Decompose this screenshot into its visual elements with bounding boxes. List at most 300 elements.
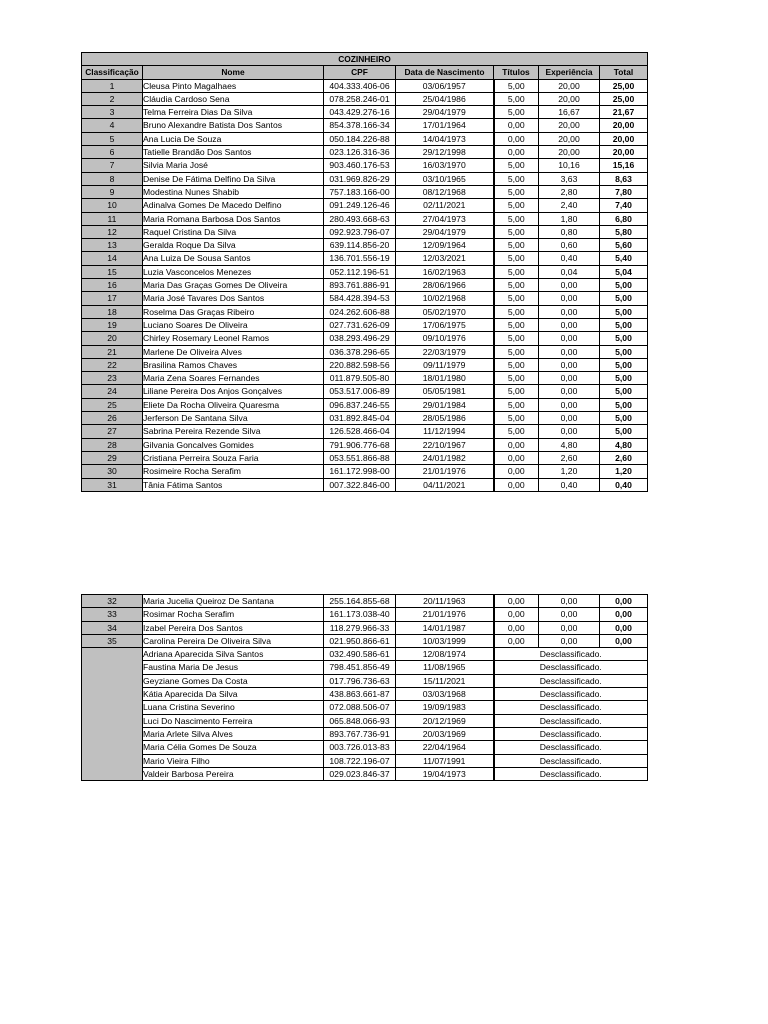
cell-experiencia: 0,00	[539, 425, 600, 438]
table-row	[82, 451, 648, 464]
cell-total: 5,00	[600, 425, 648, 438]
cell-nome: Telma Ferreira Dias Da Silva	[143, 106, 324, 119]
cell-nascimento: 29/04/1979	[396, 225, 494, 238]
cell-nascimento: 14/01/1987	[396, 621, 494, 634]
cell-status: Desclassificado.	[494, 741, 648, 754]
cell-classificacao: 9	[82, 185, 143, 198]
table-title: COZINHEIRO	[82, 53, 648, 66]
cell-nome: Izabel Pereira Dos Santos	[143, 621, 324, 634]
cell-nascimento: 10/02/1968	[396, 292, 494, 305]
cell-experiencia: 2,60	[539, 451, 600, 464]
cell-nascimento: 20/11/1963	[396, 595, 494, 608]
cell-nascimento: 18/01/1980	[396, 372, 494, 385]
cell-nascimento: 03/10/1965	[396, 172, 494, 185]
table-row	[82, 425, 648, 438]
cell-nome: Luana Cristina Severino	[143, 701, 324, 714]
cell-titulos: 5,00	[494, 292, 539, 305]
header-experiencia: Experiência	[539, 66, 600, 79]
cell-classificacao: 34	[82, 621, 143, 634]
table-row	[82, 146, 648, 159]
cell-cpf: 280.493.668-63	[324, 212, 396, 225]
cell-total: 15,16	[600, 159, 648, 172]
cell-classificacao: 21	[82, 345, 143, 358]
cell-total: 5,04	[600, 265, 648, 278]
cell-nascimento: 12/09/1964	[396, 239, 494, 252]
cell-total: 20,00	[600, 119, 648, 132]
cell-nascimento: 11/12/1994	[396, 425, 494, 438]
table-row	[82, 608, 648, 621]
cell-titulos: 5,00	[494, 265, 539, 278]
cell-cpf: 072.088.506-07	[324, 701, 396, 714]
cell-nome: Mario Vieira Filho	[143, 754, 324, 767]
cell-experiencia: 0,00	[539, 292, 600, 305]
cell-titulos: 5,00	[494, 279, 539, 292]
cell-classificacao: 1	[82, 79, 143, 92]
cell-titulos: 5,00	[494, 239, 539, 252]
cell-total: 5,80	[600, 225, 648, 238]
cell-nascimento: 09/10/1976	[396, 332, 494, 345]
cell-cpf: 854.378.166-34	[324, 119, 396, 132]
table-row	[82, 92, 648, 105]
cell-cpf: 017.796.736-63	[324, 674, 396, 687]
cell-cpf: 161.172.998-00	[324, 465, 396, 478]
cell-status: Desclassificado.	[494, 648, 648, 661]
cell-cpf: 893.767.736-91	[324, 727, 396, 740]
cell-cpf: 126.528.466-04	[324, 425, 396, 438]
table-row-disqualified	[82, 727, 648, 740]
header-nome: Nome	[143, 66, 324, 79]
cell-cpf: 798.451.856-49	[324, 661, 396, 674]
cell-cpf: 053.517.006-89	[324, 385, 396, 398]
cell-total: 25,00	[600, 79, 648, 92]
cell-classificacao: 14	[82, 252, 143, 265]
cell-nome: Modestina Nunes Shabib	[143, 185, 324, 198]
header-row	[82, 66, 648, 79]
cell-total: 5,60	[600, 239, 648, 252]
header-nascimento: Data de Nascimento	[396, 66, 494, 79]
cell-titulos: 5,00	[494, 172, 539, 185]
cell-status: Desclassificado.	[494, 661, 648, 674]
header-classificacao: Classificação	[82, 66, 143, 79]
cell-nome: Eliete Da Rocha Oliveira Quaresma	[143, 398, 324, 411]
cell-cpf: 024.262.606-88	[324, 305, 396, 318]
cell-nome: Maria Célia Gomes De Souza	[143, 741, 324, 754]
table-row	[82, 252, 648, 265]
cell-titulos: 5,00	[494, 385, 539, 398]
title-row	[82, 53, 648, 66]
cell-classificacao: 31	[82, 478, 143, 491]
cell-cpf: 096.837.246-55	[324, 398, 396, 411]
cell-experiencia: 0,80	[539, 225, 600, 238]
cell-cpf: 031.969.826-29	[324, 172, 396, 185]
cell-nome: Maria José Tavares Dos Santos	[143, 292, 324, 305]
table-row-disqualified	[82, 648, 648, 661]
table-row	[82, 172, 648, 185]
cell-nascimento: 16/02/1963	[396, 265, 494, 278]
cell-classificacao: 24	[82, 385, 143, 398]
cell-nascimento: 29/12/1998	[396, 146, 494, 159]
cell-classificacao: 10	[82, 199, 143, 212]
cell-total: 5,00	[600, 412, 648, 425]
cell-total: 0,40	[600, 478, 648, 491]
cell-nascimento: 12/03/2021	[396, 252, 494, 265]
cell-cpf: 023.126.316-36	[324, 146, 396, 159]
cell-nome: Ana Lucia De Souza	[143, 132, 324, 145]
cell-nascimento: 27/04/1973	[396, 212, 494, 225]
cell-titulos: 0,00	[494, 478, 539, 491]
cell-experiencia: 1,80	[539, 212, 600, 225]
cell-titulos: 0,00	[494, 451, 539, 464]
cell-experiencia: 16,67	[539, 106, 600, 119]
cell-nascimento: 19/09/1983	[396, 701, 494, 714]
cell-titulos: 5,00	[494, 79, 539, 92]
cell-cpf: 161.173.038-40	[324, 608, 396, 621]
cell-total: 5,00	[600, 372, 648, 385]
cell-classificacao: 28	[82, 438, 143, 451]
table-row	[82, 199, 648, 212]
cell-classificacao: 18	[82, 305, 143, 318]
cell-nome: Adinalva Gomes De Macedo Delfino	[143, 199, 324, 212]
cell-titulos: 5,00	[494, 185, 539, 198]
cell-experiencia: 1,20	[539, 465, 600, 478]
cell-cpf: 893.761.886-91	[324, 279, 396, 292]
table-row	[82, 372, 648, 385]
table-row-disqualified	[82, 701, 648, 714]
cell-experiencia: 0,00	[539, 608, 600, 621]
table-row	[82, 119, 648, 132]
cell-nome: Luci Do Nascimento Ferreira	[143, 714, 324, 727]
table-row-disqualified	[82, 661, 648, 674]
cell-titulos: 0,00	[494, 146, 539, 159]
table-row-disqualified	[82, 741, 648, 754]
cell-classificacao: 26	[82, 412, 143, 425]
cell-titulos: 5,00	[494, 398, 539, 411]
cell-experiencia: 10,16	[539, 159, 600, 172]
cell-nascimento: 22/04/1964	[396, 741, 494, 754]
table-row	[82, 634, 648, 647]
cell-nascimento: 11/08/1965	[396, 661, 494, 674]
cell-nascimento: 03/03/1968	[396, 688, 494, 701]
cell-experiencia: 0,40	[539, 252, 600, 265]
table-row	[82, 318, 648, 331]
cell-nascimento: 08/12/1968	[396, 185, 494, 198]
table-row	[82, 265, 648, 278]
cell-nome: Tânia Fátima Santos	[143, 478, 324, 491]
cell-nascimento: 05/02/1970	[396, 305, 494, 318]
cell-experiencia: 0,00	[539, 332, 600, 345]
cell-total: 5,00	[600, 385, 648, 398]
cell-cpf: 903.460.176-53	[324, 159, 396, 172]
cell-titulos: 5,00	[494, 412, 539, 425]
cell-cpf: 038.293.496-29	[324, 332, 396, 345]
cell-cpf: 639.114.856-20	[324, 239, 396, 252]
cell-total: 5,00	[600, 345, 648, 358]
table-row	[82, 159, 648, 172]
cell-experiencia: 3,63	[539, 172, 600, 185]
cell-classificacao: 4	[82, 119, 143, 132]
table-row	[82, 132, 648, 145]
cell-cpf: 031.892.845-04	[324, 412, 396, 425]
cell-classificacao: 29	[82, 451, 143, 464]
cell-experiencia: 0,04	[539, 265, 600, 278]
table-row	[82, 478, 648, 491]
cell-total: 21,67	[600, 106, 648, 119]
table-row	[82, 621, 648, 634]
cell-cpf: 118.279.966-33	[324, 621, 396, 634]
cell-nascimento: 24/01/1982	[396, 451, 494, 464]
cell-classificacao: 16	[82, 279, 143, 292]
cell-nome: Cristiana Perreira Souza Faria	[143, 451, 324, 464]
ranking-table	[81, 52, 648, 492]
cell-nome: Cláudia Cardoso Sena	[143, 92, 324, 105]
cell-classificacao: 8	[82, 172, 143, 185]
cell-experiencia: 0,00	[539, 621, 600, 634]
cell-classificacao: 3	[82, 106, 143, 119]
cell-cpf: 438.863.661-87	[324, 688, 396, 701]
cell-titulos: 0,00	[494, 438, 539, 451]
cell-total: 5,00	[600, 358, 648, 371]
classificacao-blank-cell	[82, 648, 143, 781]
table-row	[82, 279, 648, 292]
cell-experiencia: 2,80	[539, 185, 600, 198]
cell-cpf: 011.879.505-80	[324, 372, 396, 385]
cell-nascimento: 05/05/1981	[396, 385, 494, 398]
cell-total: 0,00	[600, 595, 648, 608]
table-row-disqualified	[82, 767, 648, 780]
cell-classificacao: 32	[82, 595, 143, 608]
cell-cpf: 027.731.626-09	[324, 318, 396, 331]
cell-nascimento: 19/04/1973	[396, 767, 494, 780]
cell-nome: Cleusa Pinto Magalhaes	[143, 79, 324, 92]
cell-total: 5,00	[600, 398, 648, 411]
table-row-disqualified	[82, 754, 648, 767]
cell-experiencia: 0,00	[539, 412, 600, 425]
cell-total: 8,63	[600, 172, 648, 185]
cell-nome: Rosimeire Rocha Serafim	[143, 465, 324, 478]
cell-classificacao: 35	[82, 634, 143, 647]
cell-titulos: 5,00	[494, 318, 539, 331]
cell-total: 20,00	[600, 146, 648, 159]
table-row	[82, 305, 648, 318]
cell-status: Desclassificado.	[494, 688, 648, 701]
cell-titulos: 5,00	[494, 252, 539, 265]
cell-classificacao: 7	[82, 159, 143, 172]
cell-experiencia: 4,80	[539, 438, 600, 451]
cell-total: 2,60	[600, 451, 648, 464]
table-row	[82, 332, 648, 345]
table-row	[82, 185, 648, 198]
cell-total: 7,80	[600, 185, 648, 198]
table-row	[82, 345, 648, 358]
cell-titulos: 5,00	[494, 159, 539, 172]
cell-titulos: 0,00	[494, 119, 539, 132]
cell-experiencia: 0,00	[539, 279, 600, 292]
cell-nascimento: 16/03/1970	[396, 159, 494, 172]
cell-cpf: 053.551.866-88	[324, 451, 396, 464]
cell-nome: Maria Jucelia Queiroz De Santana	[143, 595, 324, 608]
cell-nome: Marlene De Oliveira Alves	[143, 345, 324, 358]
cell-total: 4,80	[600, 438, 648, 451]
cell-status: Desclassificado.	[494, 714, 648, 727]
cell-nome: Silvia Maria José	[143, 159, 324, 172]
table-row	[82, 385, 648, 398]
cell-total: 6,80	[600, 212, 648, 225]
cell-titulos: 0,00	[494, 465, 539, 478]
cell-nascimento: 22/03/1979	[396, 345, 494, 358]
cell-nome: Tatielle Brandão Dos Santos	[143, 146, 324, 159]
cell-nascimento: 09/11/1979	[396, 358, 494, 371]
cell-titulos: 5,00	[494, 305, 539, 318]
cell-experiencia: 20,00	[539, 146, 600, 159]
cell-experiencia: 20,00	[539, 132, 600, 145]
cell-nome: Gilvania Goncalves Gomides	[143, 438, 324, 451]
cell-nascimento: 21/01/1976	[396, 465, 494, 478]
cell-cpf: 791.906.776-68	[324, 438, 396, 451]
cell-experiencia: 0,00	[539, 398, 600, 411]
cell-experiencia: 0,60	[539, 239, 600, 252]
cell-nascimento: 29/01/1984	[396, 398, 494, 411]
cell-nascimento: 17/01/1964	[396, 119, 494, 132]
cell-total: 5,00	[600, 279, 648, 292]
cell-nascimento: 15/11/2021	[396, 674, 494, 687]
cell-nome: Luciano Soares De Oliveira	[143, 318, 324, 331]
cell-titulos: 5,00	[494, 199, 539, 212]
cell-nome: Adriana Aparecida Silva Santos	[143, 648, 324, 661]
cell-nome: Faustina Maria De Jesus	[143, 661, 324, 674]
cell-classificacao: 6	[82, 146, 143, 159]
cell-status: Desclassificado.	[494, 701, 648, 714]
cell-cpf: 003.726.013-83	[324, 741, 396, 754]
cell-cpf: 078.258.246-01	[324, 92, 396, 105]
cell-classificacao: 22	[82, 358, 143, 371]
cell-classificacao: 15	[82, 265, 143, 278]
cell-experiencia: 0,00	[539, 372, 600, 385]
cell-titulos: 5,00	[494, 225, 539, 238]
cell-status: Desclassificado.	[494, 727, 648, 740]
cell-classificacao: 19	[82, 318, 143, 331]
cell-cpf: 757.183.166-00	[324, 185, 396, 198]
cell-titulos: 5,00	[494, 425, 539, 438]
cell-classificacao: 27	[82, 425, 143, 438]
cell-titulos: 0,00	[494, 608, 539, 621]
cell-titulos: 0,00	[494, 621, 539, 634]
cell-total: 25,00	[600, 92, 648, 105]
cell-status: Desclassificado.	[494, 754, 648, 767]
header-cpf: CPF	[324, 66, 396, 79]
cell-nome: Valdeir Barbosa Pereira	[143, 767, 324, 780]
cell-total: 1,20	[600, 465, 648, 478]
cell-nome: Liliane Pereira Dos Anjos Gonçalves	[143, 385, 324, 398]
header-total: Total	[600, 66, 648, 79]
cell-total: 20,00	[600, 132, 648, 145]
cell-nome: Jerferson De Santana Silva	[143, 412, 324, 425]
cell-nome: Brasilina Ramos Chaves	[143, 358, 324, 371]
cell-status: Desclassificado.	[494, 767, 648, 780]
cell-nome: Maria Arlete Silva Alves	[143, 727, 324, 740]
cell-nascimento: 20/03/1969	[396, 727, 494, 740]
cell-cpf: 255.164.855-68	[324, 595, 396, 608]
header-titulos: Títulos	[494, 66, 539, 79]
cell-classificacao: 5	[82, 132, 143, 145]
cell-cpf: 007.322.846-00	[324, 478, 396, 491]
cell-cpf: 404.333.406-06	[324, 79, 396, 92]
cell-total: 0,00	[600, 634, 648, 647]
cell-nome: Raquel Cristina Da Silva	[143, 225, 324, 238]
cell-titulos: 5,00	[494, 372, 539, 385]
table-row-disqualified	[82, 674, 648, 687]
cell-classificacao: 30	[82, 465, 143, 478]
cell-nascimento: 10/03/1999	[396, 634, 494, 647]
cell-nascimento: 11/07/1991	[396, 754, 494, 767]
table-row	[82, 595, 648, 608]
cell-nome: Sabrina Pereira Rezende Silva	[143, 425, 324, 438]
cell-cpf: 220.882.598-56	[324, 358, 396, 371]
cell-cpf: 136.701.556-19	[324, 252, 396, 265]
cell-classificacao: 12	[82, 225, 143, 238]
cell-nascimento: 22/10/1967	[396, 438, 494, 451]
table-row	[82, 79, 648, 92]
cell-nome: Ana Luiza De Sousa Santos	[143, 252, 324, 265]
cell-titulos: 0,00	[494, 634, 539, 647]
cell-nome: Luzia Vasconcelos Menezes	[143, 265, 324, 278]
cell-cpf: 036.378.296-65	[324, 345, 396, 358]
cell-experiencia: 20,00	[539, 119, 600, 132]
cell-nome: Denise De Fátima Delfino Da Silva	[143, 172, 324, 185]
cell-experiencia: 20,00	[539, 79, 600, 92]
cell-experiencia: 0,00	[539, 345, 600, 358]
cell-cpf: 584.428.394-53	[324, 292, 396, 305]
table-row-disqualified	[82, 688, 648, 701]
cell-titulos: 0,00	[494, 132, 539, 145]
cell-titulos: 5,00	[494, 106, 539, 119]
cell-status: Desclassificado.	[494, 674, 648, 687]
cell-titulos: 0,00	[494, 595, 539, 608]
table-row	[82, 398, 648, 411]
cell-total: 0,00	[600, 608, 648, 621]
cell-nome: Chirley Rosemary Leonel Ramos	[143, 332, 324, 345]
cell-experiencia: 0,40	[539, 478, 600, 491]
cell-nome: Rosimar Rocha Serafim	[143, 608, 324, 621]
cell-experiencia: 0,00	[539, 385, 600, 398]
cell-total: 5,00	[600, 318, 648, 331]
table-row	[82, 438, 648, 451]
cell-total: 7,40	[600, 199, 648, 212]
cell-total: 5,00	[600, 305, 648, 318]
cell-cpf: 091.249.126-46	[324, 199, 396, 212]
cell-nascimento: 21/01/1976	[396, 608, 494, 621]
table-row	[82, 292, 648, 305]
cell-total: 5,00	[600, 292, 648, 305]
cell-classificacao: 20	[82, 332, 143, 345]
table-row	[82, 412, 648, 425]
cell-classificacao: 33	[82, 608, 143, 621]
cell-nascimento: 04/11/2021	[396, 478, 494, 491]
cell-total: 5,00	[600, 332, 648, 345]
cell-titulos: 5,00	[494, 92, 539, 105]
cell-cpf: 032.490.586-61	[324, 648, 396, 661]
cell-titulos: 5,00	[494, 332, 539, 345]
cell-cpf: 108.722.196-07	[324, 754, 396, 767]
cell-classificacao: 2	[82, 92, 143, 105]
cell-nome: Geyziane Gomes Da Costa	[143, 674, 324, 687]
cell-experiencia: 0,00	[539, 358, 600, 371]
table-row	[82, 358, 648, 371]
cell-classificacao: 23	[82, 372, 143, 385]
cell-total: 0,00	[600, 621, 648, 634]
cell-nome: Roselma Das Graças Ribeiro	[143, 305, 324, 318]
cell-nome: Bruno Alexandre Batista Dos Santos	[143, 119, 324, 132]
cell-nascimento: 02/11/2021	[396, 199, 494, 212]
